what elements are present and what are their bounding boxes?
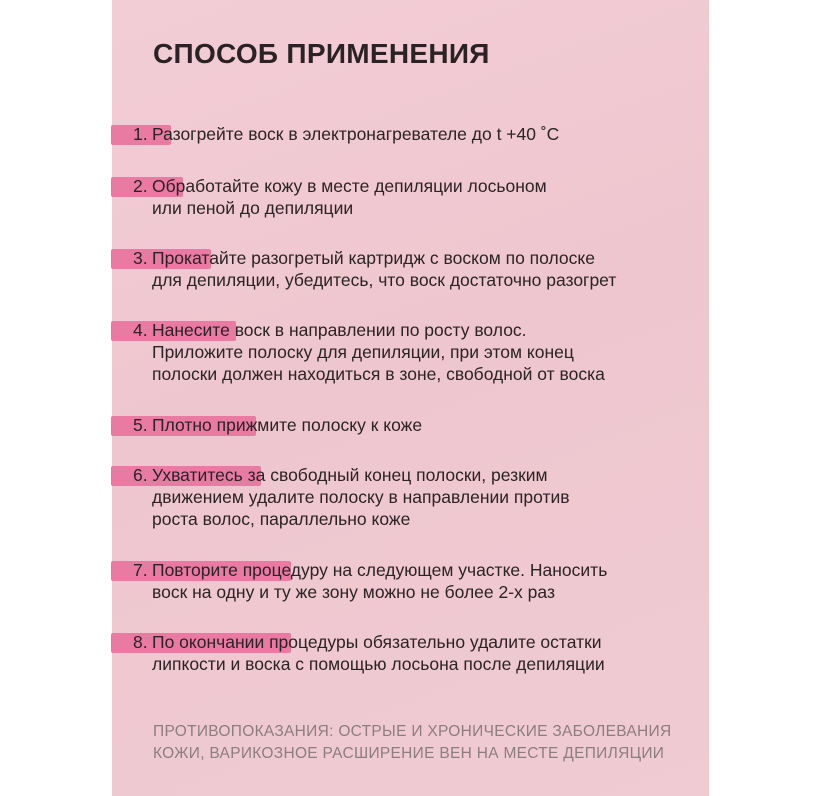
step-text: Плотно прижмите полоску к коже (152, 415, 423, 435)
step-text: движением удалите полоску в направлении против (152, 487, 570, 507)
step-text: Ухватитесь за свободный конец полоски, резким (152, 465, 548, 485)
step-text: Прокатайте разогретый картридж с воском по полоске (152, 248, 595, 268)
contraindications-line-2: КОЖИ, ВАРИКОЗНОЕ РАСШИРЕНИЕ ВЕН НА МЕСТЕ ДЕПИЛЯЦИИ (153, 745, 665, 762)
instruction-card (112, 0, 709, 796)
step-text: роста волос, параллельно коже (152, 509, 411, 529)
step-7 (133, 559, 607, 603)
step-text: липкости и воска с помощью лосьона после депиляции (152, 654, 605, 674)
step-text: полоски должен находиться в зоне, свободной от воска (152, 364, 605, 384)
contraindications-line-1: ПРОТИВОПОКАЗАНИЯ: ОСТРЫЕ И ХРОНИЧЕСКИЕ ЗАБОЛЕВАНИЯ (153, 723, 672, 740)
step-3 (133, 247, 616, 291)
step-number: 4. (133, 320, 148, 340)
step-4 (133, 319, 605, 385)
step-number: 8. (133, 632, 148, 652)
page-title: СПОСОБ ПРИМЕНЕНИЯ (153, 38, 490, 69)
step-text: воск на одну и ту же зону можно не более 2-х раз (152, 582, 555, 602)
step-text: Нанесите воск в направлении по росту волос. (152, 320, 527, 340)
step-text: или пеной до депиляции (152, 198, 354, 218)
step-8 (133, 631, 605, 675)
step-2 (133, 175, 547, 219)
step-number: 2. (133, 176, 148, 196)
step-number: 3. (133, 248, 148, 268)
step-text: Приложите полоску для депиляции, при этом конец (152, 342, 574, 362)
contraindications-note (153, 721, 693, 765)
step-1 (133, 123, 559, 145)
step-number: 1. (133, 124, 148, 144)
step-6 (133, 464, 570, 530)
step-text: Повторите процедуру на следующем участке. Наносить (152, 560, 608, 580)
step-5 (133, 414, 422, 436)
step-number: 7. (133, 560, 148, 580)
step-text: Обработайте кожу в месте депиляции лосьоном (152, 176, 547, 196)
step-number: 5. (133, 415, 148, 435)
step-text: для депиляции, убедитесь, что воск достаточно разогрет (152, 270, 617, 290)
step-text: Разогрейте воск в электронагревателе до t +40 ˚C (152, 124, 560, 144)
step-number: 6. (133, 465, 148, 485)
step-text: По окончании процедуры обязательно удалите остатки (152, 632, 602, 652)
